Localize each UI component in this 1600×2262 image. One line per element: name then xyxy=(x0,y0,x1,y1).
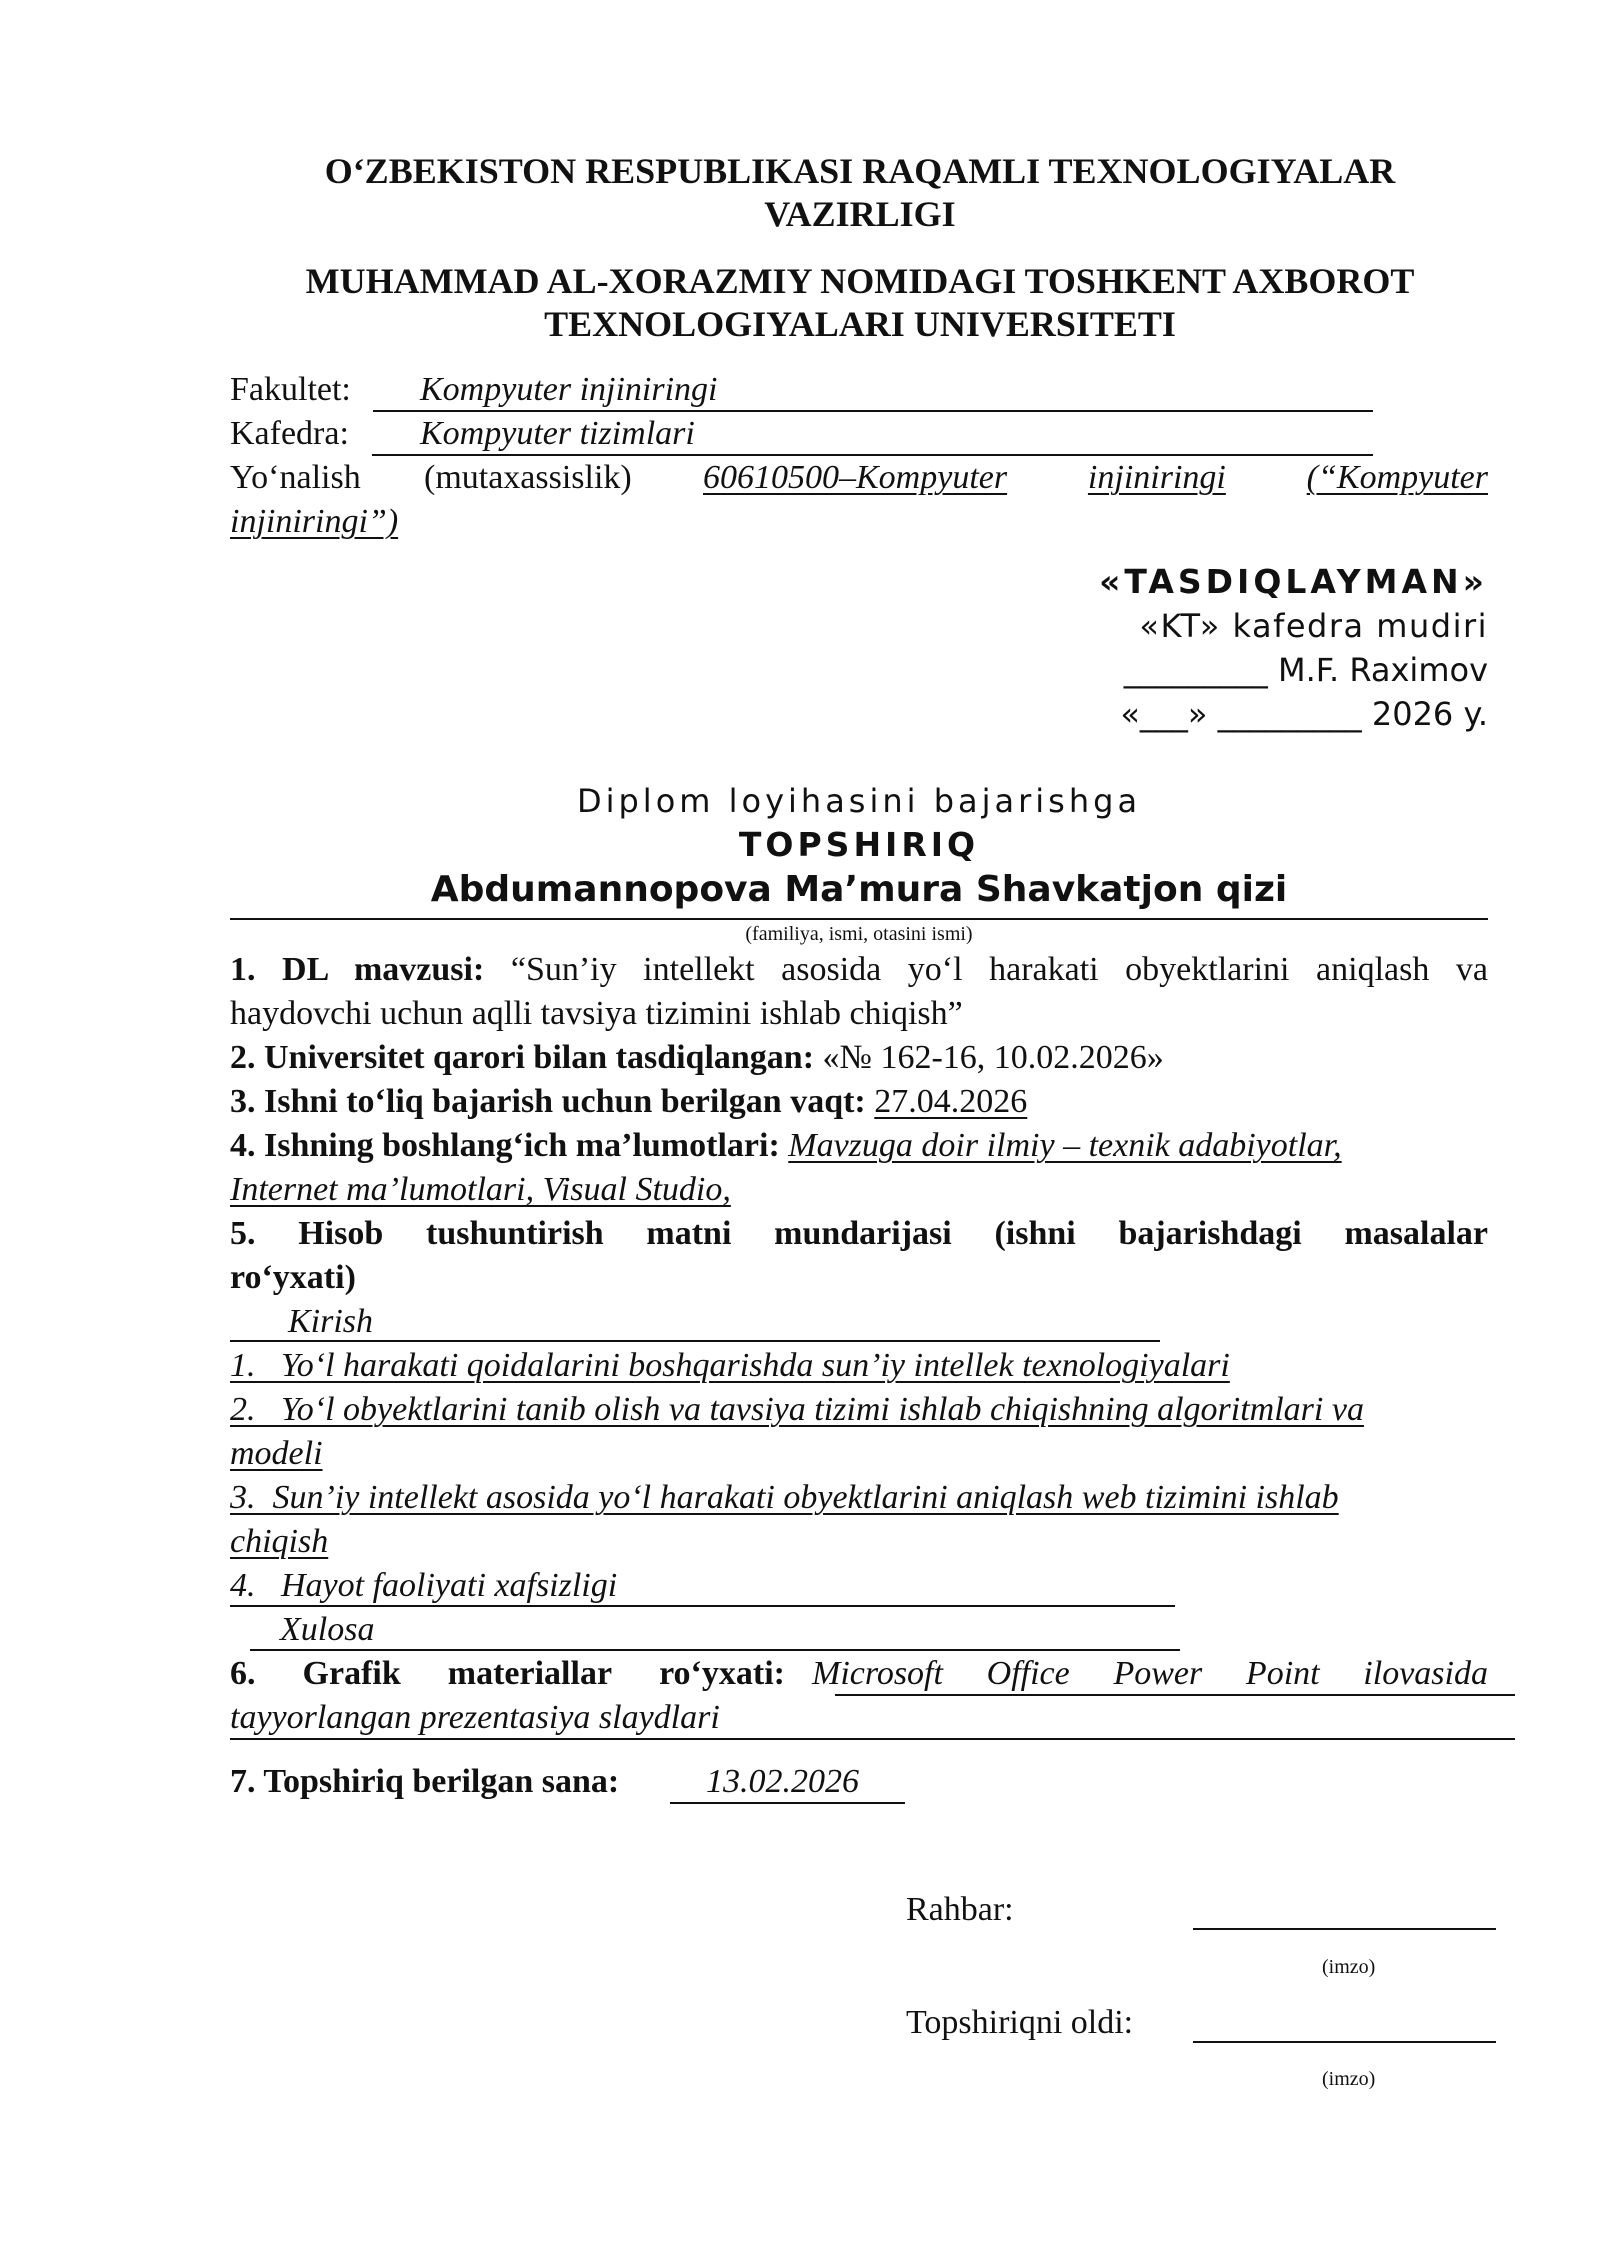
faculty-label: Fakultet: xyxy=(230,371,351,408)
approval-date-open: « xyxy=(1120,695,1140,733)
approval-position: «KT» kafedra mudiri xyxy=(1139,607,1488,645)
receiver-signature-line xyxy=(1193,2041,1496,2043)
graphics-label-word: materiallar xyxy=(447,1655,613,1692)
topic-line1: “Sun’iy intellekt asosida yo‘l harakati obyektlarini aniqlash va xyxy=(510,951,1488,988)
approval-month-blank: _________ xyxy=(1217,695,1362,733)
topic-line2: haydovchi uchun aqlli tavsiya tizimini ishlab chiqish” xyxy=(230,995,963,1032)
department-label: Kafedra: xyxy=(230,415,349,452)
contents-heading-word: 5. xyxy=(230,1215,256,1252)
direction-label-specialty: (mutaxassislik) xyxy=(424,459,632,496)
graphics-value-word: Point xyxy=(1245,1655,1320,1692)
issue-date-row xyxy=(230,1762,619,1802)
supervisor-label: Rahbar: xyxy=(906,1891,1014,1928)
initial-data-value: Mavzuga doir ilmiy – texnik adabiyotlar, xyxy=(788,1127,1342,1164)
direction-value-part: 60610500–Kompyuter xyxy=(703,459,1008,496)
deadline-value: 27.04.2026 xyxy=(874,1083,1028,1120)
supervisor-signature-line xyxy=(1193,1928,1496,1930)
contents-heading-line2: ro‘yxati) xyxy=(230,1259,356,1296)
direction-value-part: (“Kompyuter xyxy=(1306,459,1488,496)
contents-heading-word: tushuntirish xyxy=(426,1215,604,1252)
topic-row xyxy=(230,950,1488,990)
contents-heading-word: masalalar xyxy=(1344,1215,1488,1252)
issue-date-value: 13.02.2026 xyxy=(706,1763,859,1800)
approval-signature-row xyxy=(1124,650,1488,690)
graphics-label-word: Grafik xyxy=(302,1655,401,1692)
contents-item-2: 2. Yo‘l obyektlarini tanib olish va tavsiya tizimi ishlab chiqishning algoritmlari va xyxy=(230,1391,1364,1428)
graphics-value xyxy=(812,1654,1488,1694)
faculty-underline xyxy=(373,410,1373,412)
issue-date-underline xyxy=(670,1802,905,1804)
graphics-label-word: ro‘yxati: xyxy=(659,1655,785,1692)
initial-data-label: 4. Ishning boshlang‘ich ma’lumotlari: xyxy=(230,1127,780,1164)
order-row xyxy=(230,1038,1164,1078)
deadline-label: 3. Ishni to‘liq bajarish uchun berilgan vaqt: xyxy=(230,1083,866,1120)
contents-heading-word: Hisob xyxy=(298,1215,384,1252)
assignment-title: TOPSHIRIQ xyxy=(738,825,980,864)
contents-heading-word: bajarishdagi xyxy=(1118,1215,1302,1252)
graphics-value-word: Power xyxy=(1113,1655,1203,1692)
student-name: Abdumannopova Ma’mura Shavkatjon qizi xyxy=(430,869,1288,910)
contents-item-intro: Kirish xyxy=(288,1303,374,1340)
receiver-signature-caption: (imzo) xyxy=(1322,2068,1376,2090)
contents-heading-word: mundarijasi xyxy=(774,1215,952,1252)
issue-date-label: 7. Topshiriq berilgan sana: xyxy=(230,1763,620,1800)
contents-item-3-line2: chiqish xyxy=(230,1523,329,1560)
direction-value-line2: injiniringi”) xyxy=(230,503,399,540)
direction-value-part: injiniringi xyxy=(1087,459,1226,496)
approval-head-name: M.F. Raximov xyxy=(1277,651,1488,689)
student-name-underline xyxy=(230,918,1488,920)
direction-value xyxy=(703,458,1488,498)
direction-label: Yo‘nalish xyxy=(230,459,361,496)
contents-heading xyxy=(230,1214,1488,1254)
graphics-underline-1 xyxy=(835,1694,1515,1696)
ministry-heading-line2: VAZIRLIGI xyxy=(764,194,956,234)
contents-item-2-line2: modeli xyxy=(230,1435,323,1472)
approval-title: «TASDIQLAYMAN» xyxy=(1099,562,1488,601)
graphics-value-line2: tayyorlangan prezentasiya slaydlari xyxy=(230,1699,720,1736)
contents-item-3: 3. Sun’iy intellekt asosida yo‘l harakati obyektlarini aniqlash web tizimini ishlab xyxy=(230,1479,1339,1516)
initial-data-value-line2: Internet ma’lumotlari, Visual Studio, xyxy=(230,1171,731,1208)
approval-signature-blank: _________ xyxy=(1123,651,1268,689)
graphics-value-word: Office xyxy=(986,1655,1070,1692)
deadline-row xyxy=(230,1082,1027,1122)
ministry-heading-line1: O‘ZBEKISTON RESPUBLIKASI RAQAMLI TEXNOLOGIYALAR xyxy=(324,151,1396,191)
initial-data-row xyxy=(230,1126,1342,1166)
order-value: «№ 162-16, 10.02.2026» xyxy=(822,1039,1164,1076)
approval-year: 2026 y. xyxy=(1371,695,1488,733)
contents-heading-word: matni xyxy=(646,1215,732,1252)
graphics-value-word: ilovasida xyxy=(1363,1655,1488,1692)
approval-date-close: » xyxy=(1187,695,1208,733)
approval-day-blank: ___ xyxy=(1139,695,1188,733)
topic-label: 1. DL mavzusi: xyxy=(230,951,485,988)
graphics-label-word: 6. xyxy=(230,1655,256,1692)
supervisor-signature-caption: (imzo) xyxy=(1322,1956,1376,1978)
department-value: Kompyuter tizimlari xyxy=(420,415,695,452)
university-heading-line2: TEXNOLOGIYALARI UNIVERSITETI xyxy=(544,304,1176,344)
contents-heading-word: (ishni xyxy=(994,1215,1076,1252)
contents-item-4: 4. Hayot faoliyati xafsizligi xyxy=(230,1567,618,1604)
receiver-label: Topshiriqni oldi: xyxy=(906,2004,1134,2041)
graphics-label xyxy=(230,1654,785,1694)
contents-item-1: 1. Yo‘l harakati qoidalarini boshqarishda sun’iy intellek texnologiyalari xyxy=(230,1347,1230,1384)
assignment-subtitle: Diplom loyihasini bajarishga xyxy=(576,782,1142,820)
department-underline xyxy=(372,454,1373,456)
order-label: 2. Universitet qarori bilan tasdiqlangan: xyxy=(230,1039,815,1076)
name-caption: (familiya, ismi, otasini ismi) xyxy=(745,923,973,945)
graphics-underline-2 xyxy=(230,1738,1515,1740)
university-heading-line1: MUHAMMAD AL-XORAZMIY NOMIDAGI TOSHKENT AXBOROT xyxy=(305,261,1415,301)
contents-conclusion-underline xyxy=(250,1649,1180,1651)
faculty-value: Kompyuter injiniringi xyxy=(420,371,718,408)
contents-item-conclusion: Xulosa xyxy=(280,1611,375,1648)
graphics-value-word: Microsoft xyxy=(812,1655,943,1692)
approval-date-row xyxy=(1120,694,1488,734)
